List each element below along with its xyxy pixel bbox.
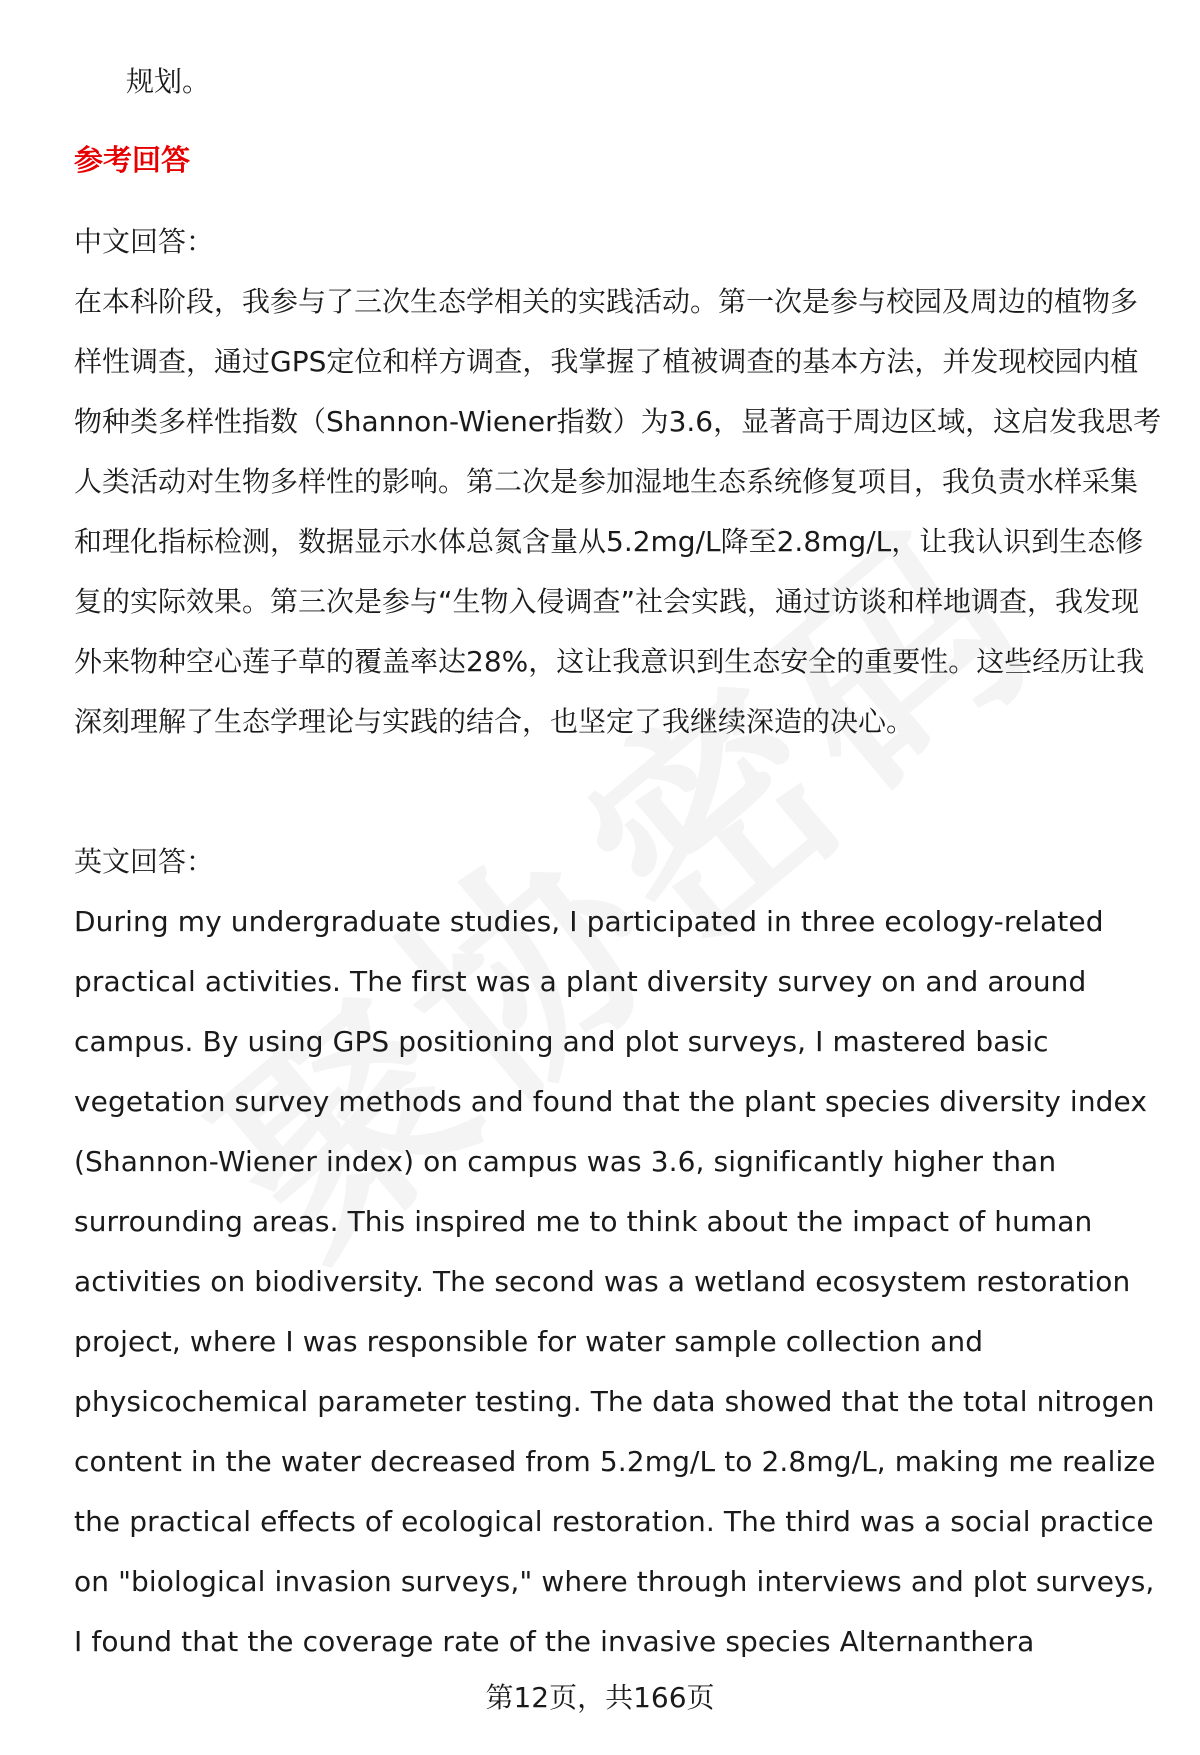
- chinese-answer-label: 中文回答：: [74, 225, 215, 258]
- continuation-text: 规划。: [126, 65, 211, 98]
- english-answer-paragraph: During my undergraduate studies, I participated in three ecology-related practical activities. The first was a plant diversity survey on and around campus. By using GPS positioning and plot surveys, I mastered basic vegetation survey methods and found that the plant species diversity index (Shannon-Wiener index) on campus was 3.6, significantly higher than surrounding areas. This inspired me to think about the impact of human activities on biodiversity. The second was a wetland ecosystem restoration project, where I was responsible for water sample collection and physicochemical parameter testing. The data showed that the total nitrogen content in the water decreased from 5.2mg/L to 2.8mg/L, making me realize the practical effects of ecological restoration. The third was a social practice on "biological invasion surveys," where through interviews and plot surveys, I found that the coverage rate of the invasive species Alternanthera: [74, 905, 1156, 1658]
- page-number-footer: 第12页，共166页: [485, 1681, 715, 1714]
- chinese-answer-paragraph: 在本科阶段，我参与了三次生态学相关的实践活动。第一次是参与校园及周边的植物多样性调查，通过GPS定位和样方调查，我掌握了植被调查的基本方法，并发现校园内植物种类多样性指数（Shannon-Wiener指数）为3.6，显著高于周边区域，这启发我思考人类活动对生物多样性的影响。第二次是参加湿地生态系统修复项目，我负责水样采集和理化指标检测，数据显示水体总氮含量从5.2mg/L降至2.8mg/L，让我认识到生态修复的实际效果。第三次是参与“生物入侵调查”社会实践，通过访谈和样地调查，我发现外来物种空心莲子草的覆盖率达28%，这让我意识到生态安全的重要性。这些经历让我深刻理解了生态学理论与实践的结合，也坚定了我继续深造的决心。: [74, 285, 1162, 738]
- reference-answer-heading: 参考回答: [74, 143, 191, 177]
- english-answer-label: 英文回答：: [74, 845, 215, 878]
